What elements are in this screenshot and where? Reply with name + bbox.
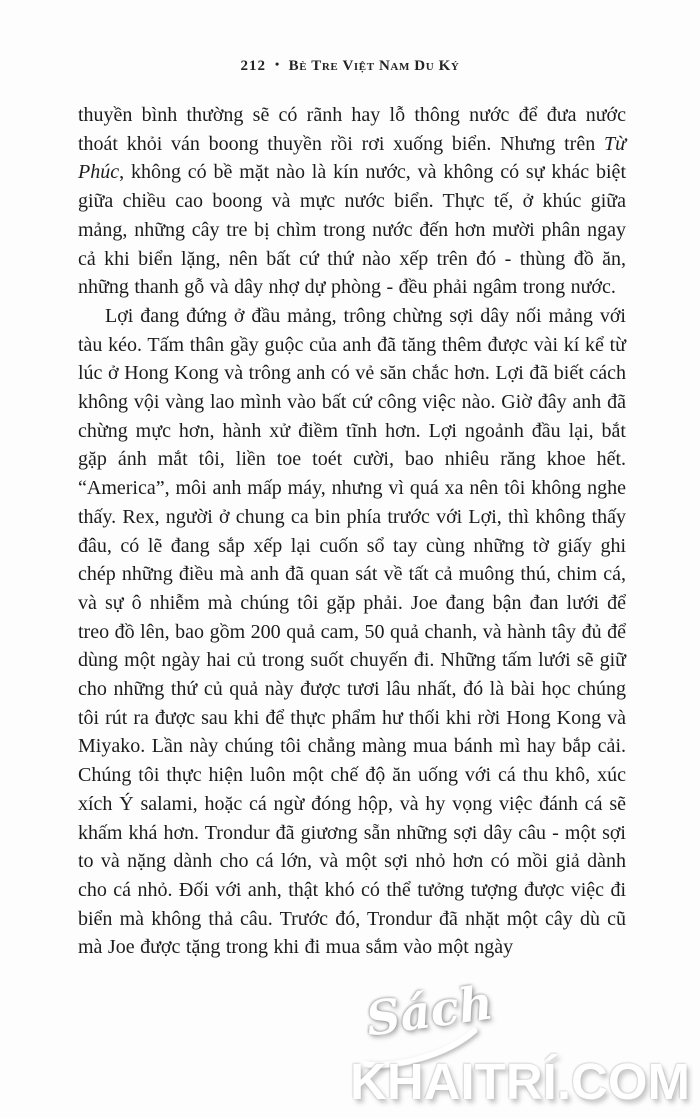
ship-name: Từ Phúc xyxy=(78,132,626,184)
watermark-domain-text: KHAITRÍ.COM xyxy=(350,1053,690,1110)
page-header xyxy=(0,57,700,75)
running-title: Bè Tre Việt Nam Du Ký xyxy=(288,58,460,74)
page-number: 212 xyxy=(240,58,267,74)
header-separator: • xyxy=(275,57,280,71)
paragraph-1-text-b: , không có bề mặt nào là kín nước, và không có sự khác biệt giữa chiều cao boong và mực nước biển. Thực tế, ở khúc giữa mảng, những cây tre bị chìm trong nước đến hơn mười phân ngay cả khi biển lặng, nên bất cứ thứ nào xếp trên đó - thùng đồ ăn, những thanh gỗ và dây nhợ dự phòng - đều phải ngâm trong nước. xyxy=(78,161,626,299)
watermark xyxy=(350,975,698,1116)
watermark-script-text: Sách xyxy=(362,975,497,1048)
body-text xyxy=(78,101,626,962)
paragraph-2: Lợi đang đứng ở đầu mảng, trông chừng sợi dây nối mảng với tàu kéo. Tấm thân gầy guộc của anh đã tăng thêm được vài kí kể từ lúc ở Hong Kong và trông anh có vẻ săn chắc hơn. Lợi đã biết cách không vội vàng lao mình vào bất cứ công việc nào. Giờ đây anh đã chừng mực hơn, hành xử điềm tĩnh hơn. Lợi ngoảnh đầu lại, bắt gặp ánh mắt tôi, liền toe toét cười, bao nhiêu răng khoe hết. “America”, môi anh mấp máy, nhưng vì quá xa nên tôi không nghe thấy. Rex, người ở chung ca bin phía trước với Lợi, thì không thấy đâu, có lẽ đang sắp xếp lại cuốn sổ tay cùng những tờ giấy ghi chép những điều mà anh đã quan sát về tất cả muông thú, chim cá, và sự ô nhiễm mà chúng tôi gặp phải. Joe đang bận đan lưới để treo đồ lên, bao gồm 200 quả cam, 50 quả chanh, và hành tây đủ để dùng một ngày hai củ trong suốt chuyến đi. Những tấm lưới sẽ giữ cho những thứ củ quả này được tươi lâu nhất, đó là bài học chúng tôi rút ra được sau khi để thực phẩm hư thối khi rời Hong Kong và Miyako. Lần này chúng tôi chẳng màng mua bánh mì hay bắp cải. Chúng tôi thực hiện luôn một chế độ ăn uống với cá thu khô, xúc xích Ý salami, hoặc cá ngừ đóng hộp, và hy vọng việc đánh cá sẽ khấm khá hơn. Trondur đã giương sẵn những sợi dây câu - một sợi to và nặng dành cho cá lớn, và một sợi nhỏ hơn có mồi giả dành cho cá nhỏ. Đối với anh, thật khó có thể tưởng tượng được việc đi biển mà không thả câu. Trước đó, Trondur đã nhặt một cây dù cũ mà Joe được tặng trong khi đi mua sắm vào một ngày xyxy=(78,304,626,959)
paragraph-1-text-a: thuyền bình thường sẽ có rãnh hay lỗ thông nước để đưa nước thoát khỏi ván boong thuyền rồi rơi xuống biển. Nhưng trên xyxy=(78,104,626,155)
paragraph-1 xyxy=(78,101,626,302)
watermark-underline-swoosh xyxy=(356,1017,490,1075)
